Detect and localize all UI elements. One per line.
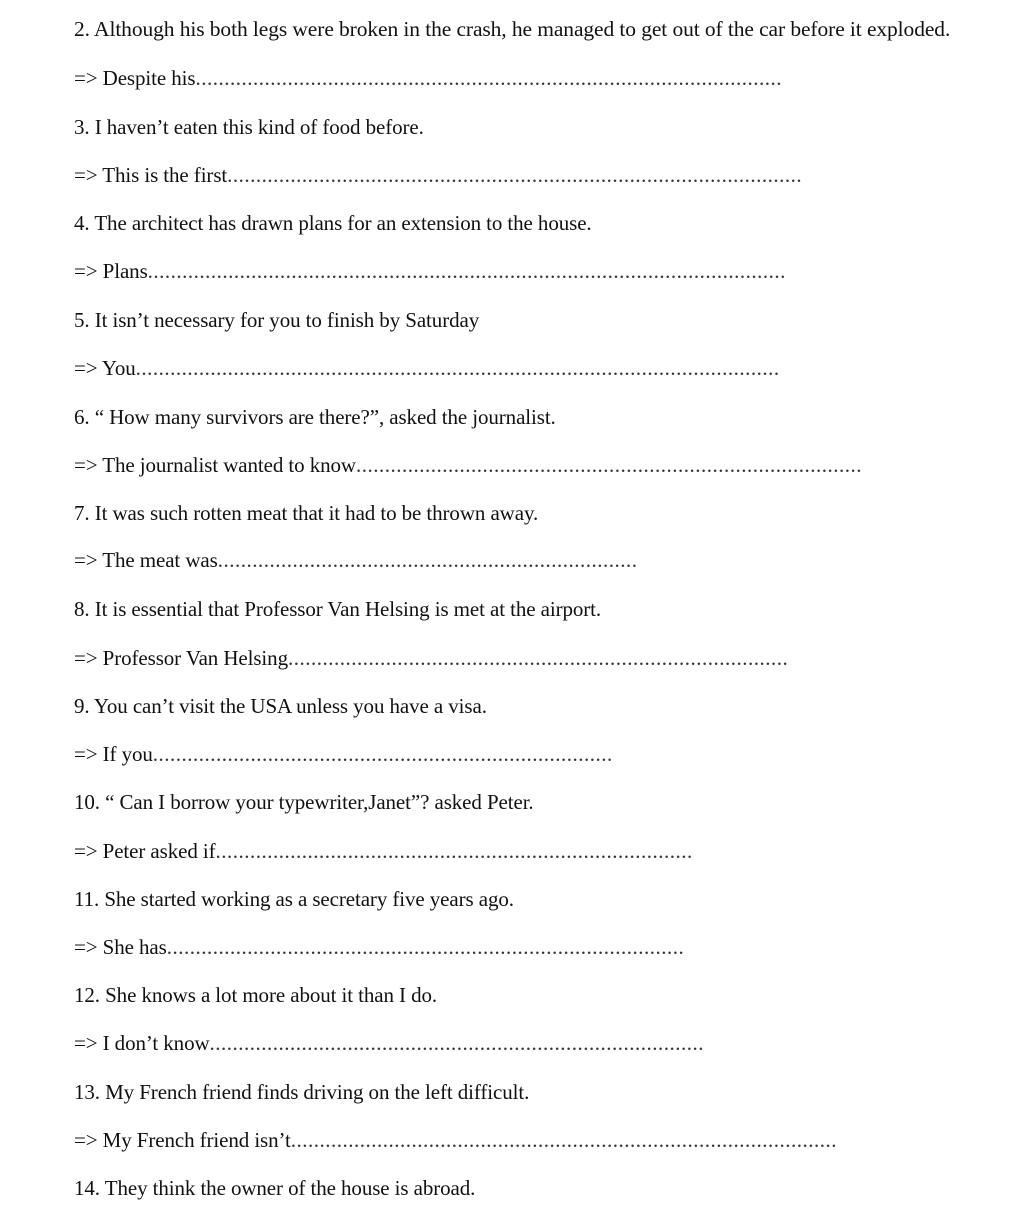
answer-line-13: [74, 1127, 837, 1153]
answer-prefix: => Professor Van Helsing: [74, 646, 288, 670]
answer-prefix: => Despite his: [74, 66, 196, 90]
question-13: 13. My French friend finds driving on the left difficult.: [74, 1080, 530, 1104]
answer-blank: ...............................................................................................................: [147, 259, 786, 283]
question-4: 4. The architect has drawn plans for an extension to the house.: [74, 211, 592, 235]
question-12: 12. She knows a lot more about it than I do.: [74, 983, 438, 1007]
answer-line-9: [74, 741, 613, 767]
answer-blank: .......................................................................................: [287, 646, 789, 670]
answer-prefix: => You: [74, 356, 136, 380]
answer-blank: ..........................................................................................: [166, 935, 685, 959]
answer-prefix: => Plans: [74, 259, 148, 283]
answer-blank: ........................................................................................: [355, 453, 862, 477]
question-11: 11. She started working as a secretary five years ago.: [74, 887, 514, 911]
question-5: 5. It isn’t necessary for you to finish by Saturday: [74, 308, 480, 332]
answer-line-2: [74, 65, 782, 91]
answer-line-6: [74, 452, 862, 478]
answer-line-10: [74, 838, 693, 864]
answer-line-12: [74, 1030, 704, 1056]
answer-prefix: => This is the first: [74, 163, 228, 187]
question-6: 6. “ How many survivors are there?”, asked the journalist.: [74, 405, 556, 429]
question-3: 3. I haven’t eaten this kind of food before.: [74, 115, 424, 139]
question-2: 2. Although his both legs were broken in the crash, he managed to get out of the car before it exploded.: [74, 17, 951, 41]
answer-prefix: => I don’t know: [74, 1031, 210, 1055]
answer-prefix: => Peter asked if: [74, 839, 216, 863]
question-14: 14. They think the owner of the house is abroad.: [74, 1176, 476, 1200]
answer-line-7: [74, 547, 637, 573]
answer-prefix: => The journalist wanted to know: [74, 453, 356, 477]
question-7: 7. It was such rotten meat that it had to be thrown away.: [74, 501, 539, 525]
answer-prefix: => If you: [74, 742, 153, 766]
answer-blank: ......................................................................................................: [195, 66, 782, 90]
question-9: 9. You can’t visit the USA unless you have a visa.: [74, 694, 487, 718]
answer-line-8: [74, 645, 788, 671]
answer-blank: ................................................................................: [152, 742, 613, 766]
answer-blank: .........................................................................: [217, 548, 638, 572]
answer-blank: ...............................................................................................: [290, 1128, 838, 1152]
answer-blank: ......................................................................................: [209, 1031, 705, 1055]
answer-prefix: => My French friend isn’t: [74, 1128, 291, 1152]
answer-line-4: [74, 258, 786, 284]
answer-line-11: [74, 934, 684, 960]
question-8: 8. It is essential that Professor Van Helsing is met at the airport.: [74, 597, 602, 621]
question-10: 10. “ Can I borrow your typewriter,Janet”? asked Peter.: [74, 790, 534, 814]
answer-line-3: [74, 162, 802, 188]
answer-blank: ...................................................................................: [215, 839, 693, 863]
answer-prefix: => The meat was: [74, 548, 218, 572]
answer-blank: ................................................................................................................: [135, 356, 780, 380]
answer-prefix: => She has: [74, 935, 167, 959]
answer-blank: ....................................................................................................: [227, 163, 803, 187]
answer-line-5: [74, 355, 780, 381]
